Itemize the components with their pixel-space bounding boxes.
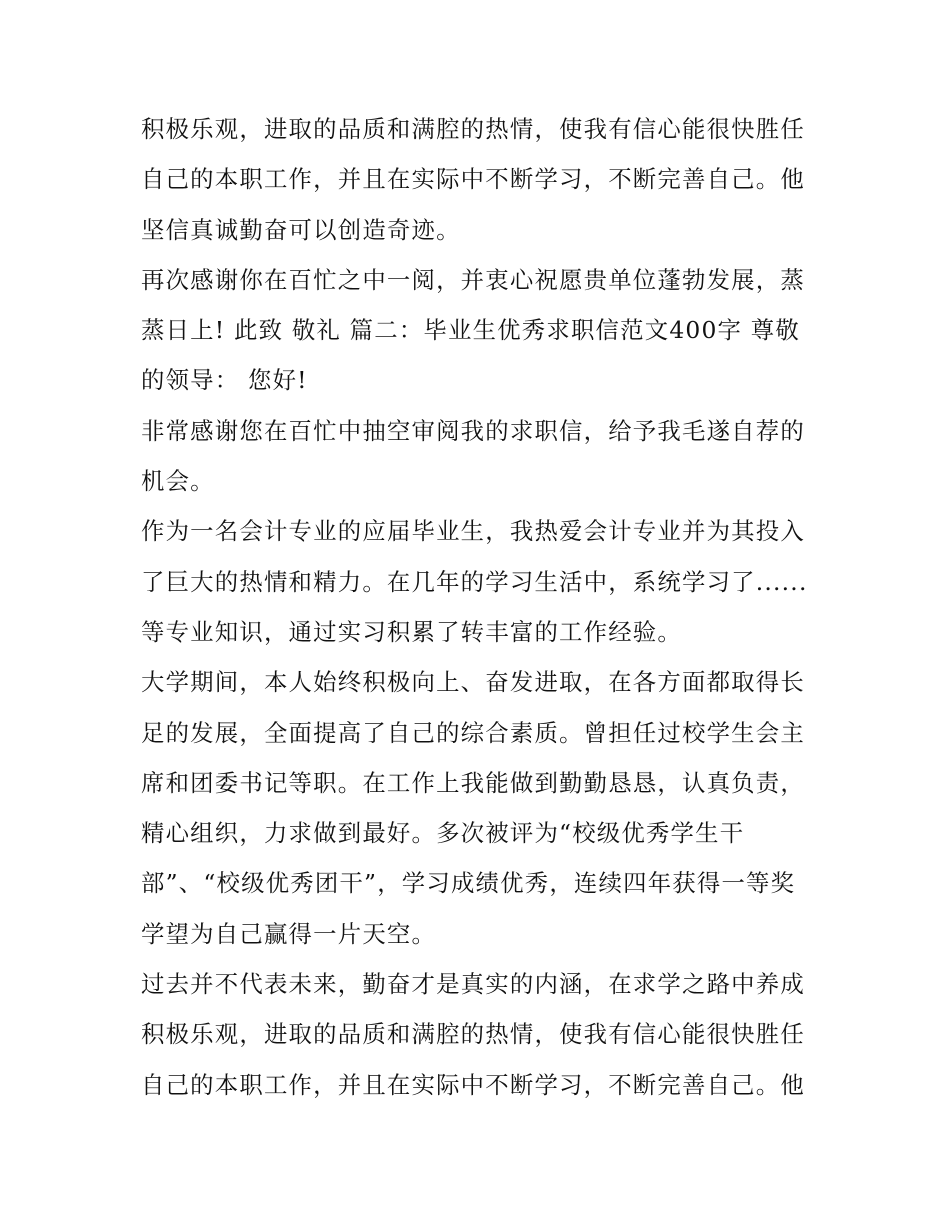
text-line: 积极乐观，进取的品质和满腔的热情，使我有信心能很快胜任 [141, 1020, 805, 1049]
text-line: 的领导： 您好! [141, 366, 308, 395]
text-line: 足的发展，全面提高了自己的综合素质。曾担任过校学生会主 [141, 718, 805, 747]
text-line: 等专业知识，通过实习积累了转丰富的工作经验。 [141, 617, 682, 646]
text-line: 积极乐观，进取的品质和满腔的热情，使我有信心能很快胜任 [141, 115, 805, 143]
text-line: 作为一名会计专业的应届毕业生，我热爱会计专业并为其投入 [141, 517, 805, 546]
text-line: 自己的本职工作，并且在实际中不断学习，不断完善自己。他 [141, 165, 805, 194]
text-line: 自己的本职工作，并且在实际中不断学习，不断完善自己。他 [141, 1070, 805, 1099]
text-line: 席和团委书记等职。在工作上我能做到勤勤恳恳，认真负责， [141, 768, 805, 797]
text-line: 精心组织，力求做到最好。多次被评为“校级优秀学生干 [141, 819, 745, 848]
text-line: 了巨大的热情和精力。在几年的学习生活中，系统学习了...... [141, 567, 808, 596]
text-line: 坚信真诚勤奋可以创造奇迹。 [141, 215, 461, 244]
text-line: 再次感谢你在百忙之中一阅，并衷心祝愿贵单位蓬勃发展，蒸 [141, 265, 805, 294]
text-line: 大学期间，本人始终积极向上、奋发进取，在各方面都取得长 [141, 668, 805, 697]
text-line: 机会。 [141, 467, 215, 496]
text-line: 非常感谢您在百忙中抽空审阅我的求职信，给予我毛遂自荐的 [141, 416, 805, 445]
text-line: 部”、“校级优秀团干”，学习成绩优秀，连续四年获得一等奖 [141, 869, 796, 898]
document-body [141, 104, 821, 1110]
text-line: 过去并不代表未来，勤奋才是真实的内涵，在求学之路中养成 [141, 970, 805, 999]
text-line: 蒸日上! 此致 敬礼 篇二：毕业生优秀求职信范文400字 尊敬 [141, 316, 800, 345]
text-line: 学望为自己赢得一片天空。 [141, 919, 437, 948]
